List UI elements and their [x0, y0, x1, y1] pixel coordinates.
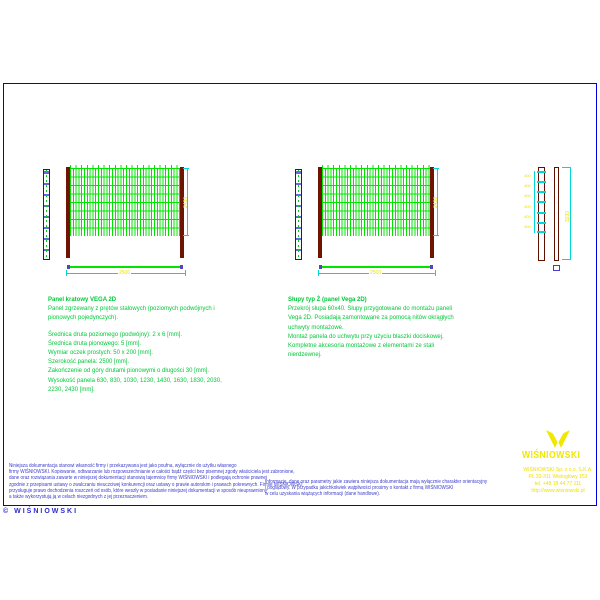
text-line: przysługuje prawo dochodzenia roszczeń od osób, które weszły w posiadanie niniejszej dokumentacji w sposób nieuprawniony [9, 487, 268, 494]
panel-side-view-middle [295, 169, 302, 260]
bracket-mark [537, 191, 546, 193]
bracket-mark [537, 201, 546, 203]
legal-disclaimer-right [265, 479, 487, 498]
text-line: Wysokość panela 630, 830, 1030, 1230, 1430, 1630, 1830, 2030, [48, 377, 222, 384]
wisniowski-w-icon [546, 430, 570, 448]
panel-mesh-front-view [322, 168, 430, 236]
fence-post-right [430, 167, 434, 258]
dimension-tick [318, 270, 319, 276]
address-line: tel. +48 18 44 77 111 [534, 481, 582, 487]
logo-wordmark: WIŚNIOWSKI [522, 450, 581, 461]
bracket-spacing-label: 400 [524, 173, 531, 178]
text-line: zgodnie z przepisami ustawy o zwalczaniu nieuczciwej konkurencji oraz ustawy o prawie autorskim i prawach pokrewnych. Firmie WIŚNIOWSKI [9, 481, 303, 488]
top-view-post-cap [67, 265, 70, 269]
text-line: Zakończenie od góry drutami pionowymi o długości 30 [mm]. [48, 368, 210, 375]
text-line: i poglądowy. W przypadku jakichkolwiek wątpliwości prosimy o kontakt z firmą WIŚNIOWSKI [265, 485, 454, 492]
text-line: 2230, 2430 [mm]. [48, 386, 95, 393]
dimension-tick [183, 168, 189, 169]
fence-post-right [180, 167, 184, 258]
spacer [48, 324, 222, 331]
dimension-tick [66, 270, 67, 276]
dimension-tick [433, 235, 439, 236]
text-line: uchwyty montażowe. [288, 324, 344, 331]
bracket-spacing-label: 400 [524, 183, 531, 188]
text-line: Kompletne akcesoria montażowe z elementami ze stali [288, 343, 435, 350]
text-line: Przekrój słupa 60x40. Słupy przygotowane do montażu paneli [288, 306, 453, 313]
address-line: PL 33-311 Wielogłowy 153 [528, 474, 588, 480]
bracket-mark [537, 212, 546, 214]
text-line: Panel zgrzewany z prętów stalowych (poziomych podwójnych i [48, 306, 215, 313]
bracket-spacing-label: 400 [524, 224, 531, 229]
text-line: dane oraz rozwiązania zawarte w niniejszej dokumentacji stanowią tajemnicę firmy WIŚNIOWSKI i podlegają ochronie prawnej [9, 475, 267, 482]
drawing-border-frame [3, 83, 597, 506]
top-view-post-cap [430, 265, 433, 269]
text-line: Niniejsza dokumentacja stanowi własność firmy i przekazywana jest jako poufna, wyłącznie do użytku własnego [9, 463, 237, 469]
bracket-spacing-label: 400 [524, 204, 531, 209]
text-line: a także wykorzystują ją w celach niezgodnych z jej przeznaczeniem. [9, 494, 149, 501]
post-description-block [288, 296, 454, 360]
top-view-post-cap [319, 265, 322, 269]
text-line: Szerokość panela: 2500 [mm]. [48, 359, 130, 366]
dimension-tick [435, 270, 436, 276]
dimension-tick [562, 259, 571, 260]
dimension-tick [433, 168, 439, 169]
bracket-spacing-label: 400 [524, 214, 531, 219]
panel-height-label: 2430 [183, 196, 189, 208]
panel-top-view [70, 266, 180, 268]
copyright-text: © WIŚNIOWSKI [3, 508, 79, 515]
bracket-mark [537, 231, 546, 233]
text-line: Informacje, dane oraz parametry jakie zawiera niniejsza dokumentacja mają wyłącznie charakter orientacyjny [265, 479, 488, 485]
bracket-spacing-label: 400 [524, 193, 531, 198]
panel-description-block [48, 296, 222, 395]
post-cross-section-top-view [553, 265, 560, 271]
text-line: nierdzewnej. [288, 352, 322, 359]
post-title: Słupy typ Ż (panel Vega 2D) [288, 297, 367, 303]
text-line: Vega 2D. Posiadają zamontowane za pomocą nitów okrągłych [288, 315, 454, 322]
company-address [522, 467, 594, 495]
text-line: firmy WIŚNIOWSKI. Kopiowanie, odtwarzanie lub rozpowszechnianie w całości bądź części bez pisemnej zgody właściciela jest zabronione, [9, 469, 295, 476]
panel-width-label: 2500 [370, 270, 382, 276]
post-front-view [554, 167, 559, 261]
panel-mesh-front-view [70, 168, 180, 236]
address-line: http://www.wisniowski.pl [531, 488, 585, 494]
text-line: Średnica druta pionowego: 5 [mm]. [48, 340, 142, 347]
bracket-mark [537, 181, 546, 183]
bracket-mark [537, 222, 546, 224]
address-line: WIŚNIOWSKI Sp. z o.o. S.K.A. [523, 467, 593, 473]
panel-title: Panel kratowy VEGA 2D [48, 297, 117, 303]
text-line: pionowych pojedynczych). [48, 315, 119, 322]
text-line: Średnica druta poziomego (podwójny): 2 x 6 [mm]. [48, 331, 183, 338]
bracket-spacing-dim-line [534, 171, 535, 233]
legal-disclaimer-left [9, 463, 302, 500]
panel-width-label: 2500 [119, 270, 131, 276]
top-view-post-cap [180, 265, 183, 269]
text-line: Montaż panela do uchwytu przy użyciu blaszki dociskowej. [288, 333, 444, 340]
text-line: Wymiar oczek prostych: 50 x 200 [mm]. [48, 350, 153, 357]
text-line: w celu uzyskania wiążących informacji (dane handlowe). [265, 491, 381, 498]
dimension-tick [562, 167, 571, 168]
panel-top-view [322, 266, 430, 268]
panel-side-view-left [43, 169, 50, 260]
panel-height-label: 2430 [433, 196, 439, 208]
post-height-label: 3230 [565, 210, 571, 222]
dimension-tick [183, 235, 189, 236]
dimension-tick [185, 270, 186, 276]
bracket-mark [537, 171, 546, 173]
